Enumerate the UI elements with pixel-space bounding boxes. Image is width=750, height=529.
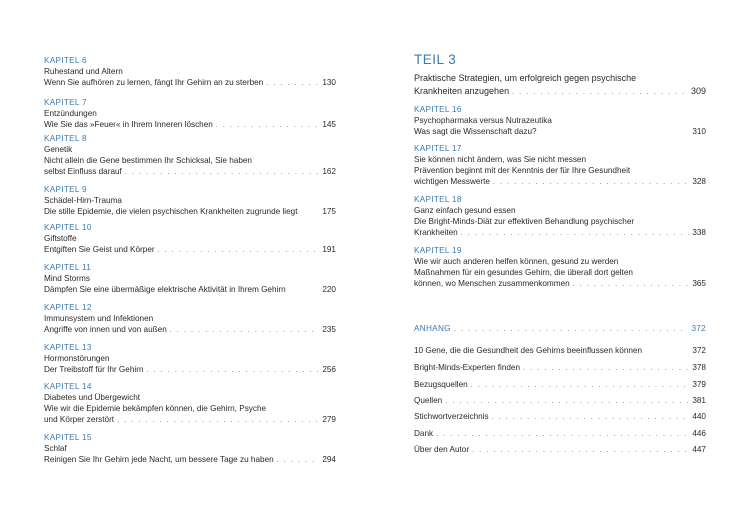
dot-leader [216,120,319,131]
page-number: 338 [692,228,706,237]
entry-title: Was sagt die Wissenschaft dazu? [414,127,537,136]
chapter-subtitle-row [44,324,336,335]
entry-title: Angriffe von innen und von außen [44,325,167,334]
chapter-title: Ruhestand und Altern [44,67,123,76]
entry-title: Wie Sie das »Feuer« in Ihrem Inneren löschen [44,120,213,129]
entry-title: und Körper zerstört [44,415,115,424]
chapter-number: KAPITEL 18 [414,195,462,204]
dot-leader [277,455,320,466]
chapter-subtitle: Prävention beginnt mit der Kenntnis der für Ihre Gesundheit [414,166,631,175]
page-number: 145 [322,120,336,129]
page-number: 381 [692,396,706,405]
appendix-entry [414,395,706,406]
chapter-number: KAPITEL 16 [414,105,462,114]
chapter-title: Schädel-Hirn-Trauma [44,196,122,205]
entry-title: Quellen [414,396,443,405]
chapter-subtitle-row [44,119,336,130]
dot-leader [147,365,320,376]
dot-leader [125,167,320,178]
chapter-subtitle-row [44,414,336,425]
chapter-number: KAPITEL 9 [44,185,87,194]
chapter-subtitle-row [414,227,706,238]
chapter-subtitle-row [44,454,336,465]
entry-title: Krankheiten [414,228,458,237]
page-number: 130 [322,78,336,87]
appendix-entry [414,345,706,356]
chapter-subtitle: Maßnahmen für ein gesundes Gehirn, die überall dort gelten [414,268,633,277]
page-number: 191 [322,245,336,254]
appendix-entry [414,428,706,439]
entry-title: wichtigen Messwerte [414,177,490,186]
page-number: 378 [692,363,706,372]
page-number: 328 [692,177,706,186]
chapter-subtitle-row [44,166,336,177]
chapter-number: KAPITEL 17 [414,144,462,153]
page-number: 175 [322,207,336,216]
dot-leader [454,324,689,335]
chapter-title: Giftstoffe [44,234,77,243]
chapter-subtitle: Nicht allein die Gene bestimmen Ihr Schicksal, Sie haben [44,156,252,165]
page-number: 447 [692,445,706,454]
entry-title: Stichwortverzeichnis [414,412,489,421]
dot-leader [492,412,690,423]
entry-title: Über den Autor [414,445,470,454]
part-subtitle-row [414,85,706,98]
entry-title: Dämpfen Sie eine übermäßige elektrische Aktivität in Ihrem Gehirn [44,285,286,294]
dot-leader [266,78,319,89]
chapter-number: KAPITEL 10 [44,223,92,232]
chapter-title: Genetik [44,145,73,154]
dot-leader [523,363,689,374]
page-number: 372 [692,346,706,355]
dot-leader [471,380,690,391]
chapter-subtitle: Die Bright-Minds-Diät zur effektiven Behandlung psychischer [414,217,635,226]
page-number: 310 [692,127,706,136]
chapter-number: KAPITEL 15 [44,433,92,442]
chapter-subtitle-row [414,126,706,137]
entry-title: 10 Gene, die die Gesundheit des Gehirns beeinflussen können [414,346,643,355]
dot-leader [493,177,689,188]
page-number: 279 [322,415,336,424]
dot-leader [445,396,689,407]
entry-title: Die stille Epidemie, die vielen psychischen Krankheiten zugrunde liegt [44,207,298,216]
chapter-number: KAPITEL 13 [44,343,92,352]
chapter-number: KAPITEL 19 [414,246,462,255]
entry-title: selbst Einfluss darauf [44,167,122,176]
dot-leader [170,325,320,336]
entry-title: Dank [414,429,434,438]
chapter-subtitle-row [44,206,336,217]
chapter-title: Sie können nicht ändern, was Sie nicht messen [414,155,587,164]
chapter-title: Diabetes und Übergewicht [44,393,141,402]
chapter-number: KAPITEL 7 [44,98,87,107]
entry-title: Bright-Minds-Experten finden [414,363,521,372]
dot-leader [158,245,320,256]
page-number: 294 [322,455,336,464]
dot-leader [512,86,688,99]
part-heading: TEIL 3 [414,52,457,67]
chapter-title: Hormonstörungen [44,354,110,363]
page-number: 372 [691,324,706,333]
page-number: 365 [692,279,706,288]
chapter-title: Psychopharmaka versus Nutrazeutika [414,116,552,125]
appendix-entry [414,379,706,390]
chapter-number: KAPITEL 6 [44,56,87,65]
chapter-subtitle-row [44,364,336,375]
chapter-subtitle-row [44,284,336,295]
page-number: 256 [322,365,336,374]
chapter-subtitle: Wie wir die Epidemie bekämpfen können, die Gehirn, Psyche [44,404,267,413]
entry-title: Der Treibstoff für Ihr Gehirn [44,365,144,374]
page-number: 162 [322,167,336,176]
page-number: 446 [692,429,706,438]
chapter-title: Ganz einfach gesund essen [414,206,516,215]
page-number: 379 [692,380,706,389]
chapter-number: KAPITEL 8 [44,134,87,143]
appendix-heading-row [414,323,706,334]
appendix-entry [414,444,706,455]
appendix-entry [414,411,706,422]
entry-title: Krankheiten anzugehen [414,86,510,96]
dot-leader [573,279,690,290]
chapter-title: Wie wir auch anderen helfen können, gesund zu werden [414,257,619,266]
entry-title: Entgiften Sie Geist und Körper [44,245,155,254]
entry-title: können, wo Menschen zusammenkommen [414,279,570,288]
chapter-title: Entzündungen [44,109,97,118]
dot-leader [117,415,319,426]
dot-leader [436,429,689,440]
page-number: 309 [690,86,706,96]
entry-title: Wenn Sie aufhören zu lernen, fängt Ihr Gehirn an zu sterben [44,78,264,87]
chapter-number: KAPITEL 14 [44,382,92,391]
chapter-subtitle-row [414,278,706,289]
dot-leader [472,445,689,456]
entry-title: ANHANG [414,324,451,333]
page-number: 235 [322,325,336,334]
dot-leader [461,228,690,239]
chapter-title: Schlaf [44,444,67,453]
entry-title: Reinigen Sie Ihr Gehirn jede Nacht, um bessere Tage zu haben [44,455,274,464]
chapter-title: Mind Storms [44,274,90,283]
chapter-number: KAPITEL 11 [44,263,92,272]
chapter-number: KAPITEL 12 [44,303,92,312]
chapter-subtitle-row [414,176,706,187]
page-number: 440 [692,412,706,421]
chapter-title: Immunsystem und Infektionen [44,314,154,323]
part-subtitle: Praktische Strategien, um erfolgreich gegen psychische [414,73,637,83]
page-number: 220 [322,285,336,294]
chapter-subtitle-row [44,77,336,88]
chapter-subtitle-row [44,244,336,255]
entry-title: Bezugsquellen [414,380,468,389]
appendix-entry [414,362,706,373]
